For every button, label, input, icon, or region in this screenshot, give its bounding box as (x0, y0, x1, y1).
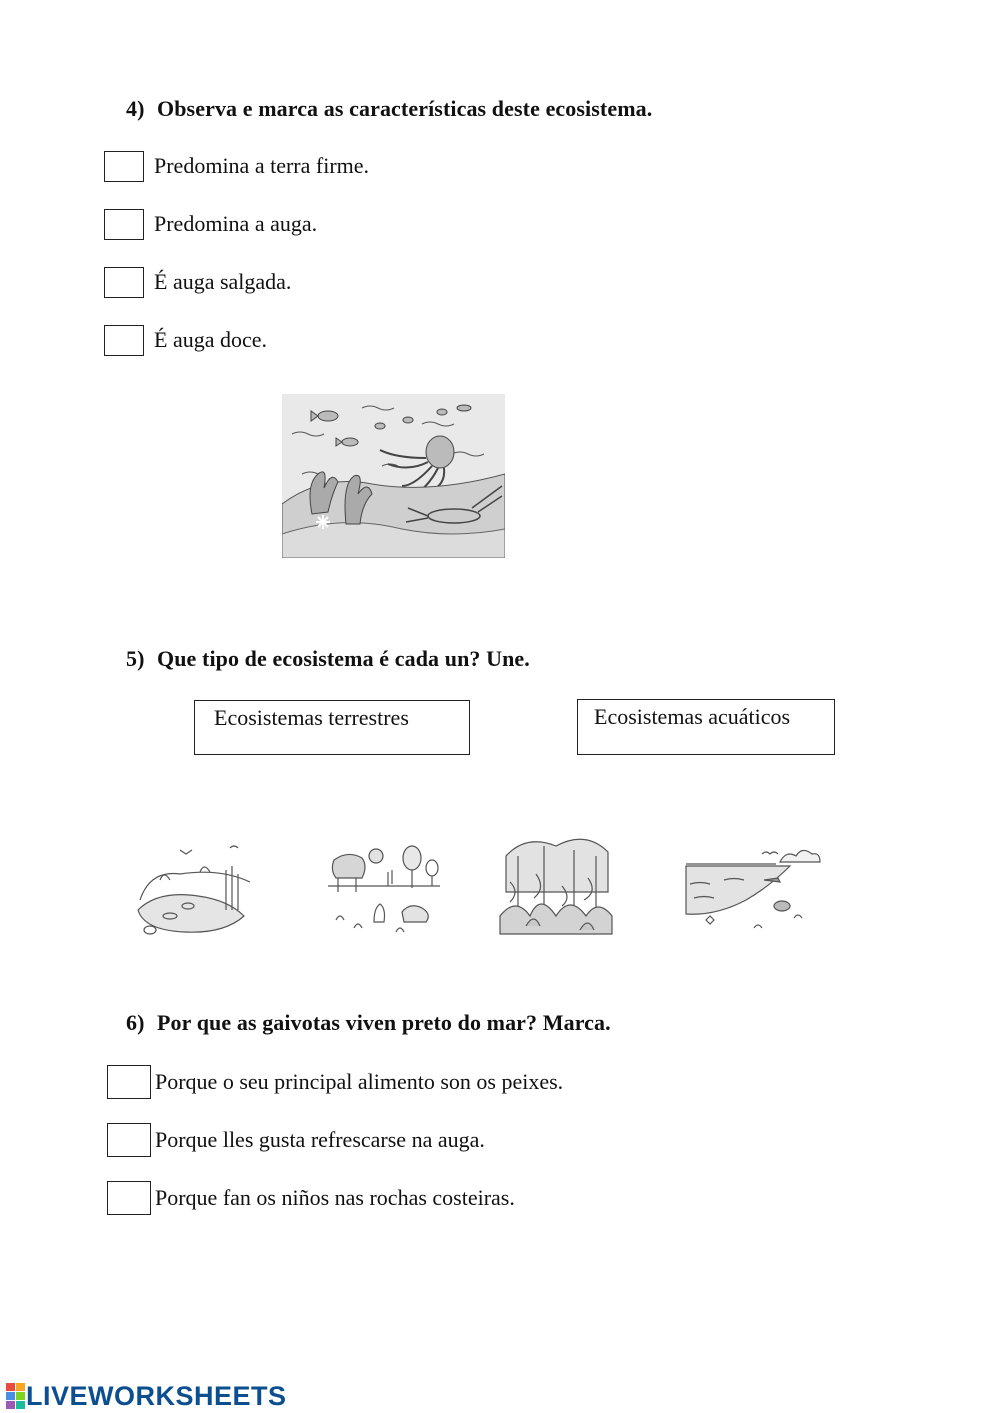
q6-checkbox-2[interactable] (107, 1123, 151, 1157)
q6-title-text: Por que as gaivotas viven preto do mar? Marca. (157, 1010, 611, 1035)
q6-option-3 (107, 1181, 515, 1215)
q4-option-label: É auga doce. (154, 327, 267, 352)
q4-option-label: Predomina a auga. (154, 211, 318, 236)
q4-option-label: Predomina a terra firme. (154, 153, 370, 178)
pond-illustration[interactable] (130, 840, 260, 940)
meadow-illustration[interactable] (326, 842, 442, 940)
q6-option-label: Porque o seu principal alimento son os peixes. (155, 1069, 564, 1094)
q4-number: 4) (126, 96, 145, 121)
liveworksheets-logo-icon (6, 1383, 26, 1409)
q4-option-3 (104, 265, 291, 299)
category-aquatic-box[interactable]: Ecosistemas acuáticos (577, 699, 835, 755)
q6-checkbox-1[interactable] (107, 1065, 151, 1099)
q6-title (126, 1010, 611, 1036)
q4-checkbox-3[interactable] (104, 267, 144, 298)
q4-checkbox-1[interactable] (104, 151, 144, 182)
q4-option-4 (104, 323, 267, 357)
q4-checkbox-2[interactable] (104, 209, 144, 240)
q4-checkbox-4[interactable] (104, 325, 144, 356)
sea-ecosystem-illustration (282, 394, 505, 558)
q4-option-1 (104, 149, 369, 183)
q4-option-label: É auga salgada. (154, 269, 292, 294)
q4-option-2 (104, 207, 317, 241)
beach-illustration[interactable] (684, 844, 824, 936)
footer-logo[interactable] (6, 1380, 287, 1412)
brand-name: LIVEWORKSHEETS (26, 1380, 287, 1411)
q6-option-2 (107, 1123, 485, 1157)
q6-option-1 (107, 1065, 563, 1099)
q6-option-label: Porque lles gusta refrescarse na auga. (155, 1127, 485, 1152)
q5-title (126, 646, 530, 672)
q6-option-label: Porque fan os niños nas rochas costeiras. (155, 1185, 515, 1210)
q4-title-text: Observa e marca as características deste ecosistema. (157, 96, 653, 121)
q5-number: 5) (126, 646, 145, 671)
category-terrestrial-box[interactable]: Ecosistemas terrestres (194, 700, 470, 755)
forest-illustration[interactable] (496, 826, 616, 938)
q4-title (126, 96, 652, 122)
q6-number: 6) (126, 1010, 145, 1035)
q5-title-text: Que tipo de ecosistema é cada un? Une. (157, 646, 530, 671)
q6-checkbox-3[interactable] (107, 1181, 151, 1215)
